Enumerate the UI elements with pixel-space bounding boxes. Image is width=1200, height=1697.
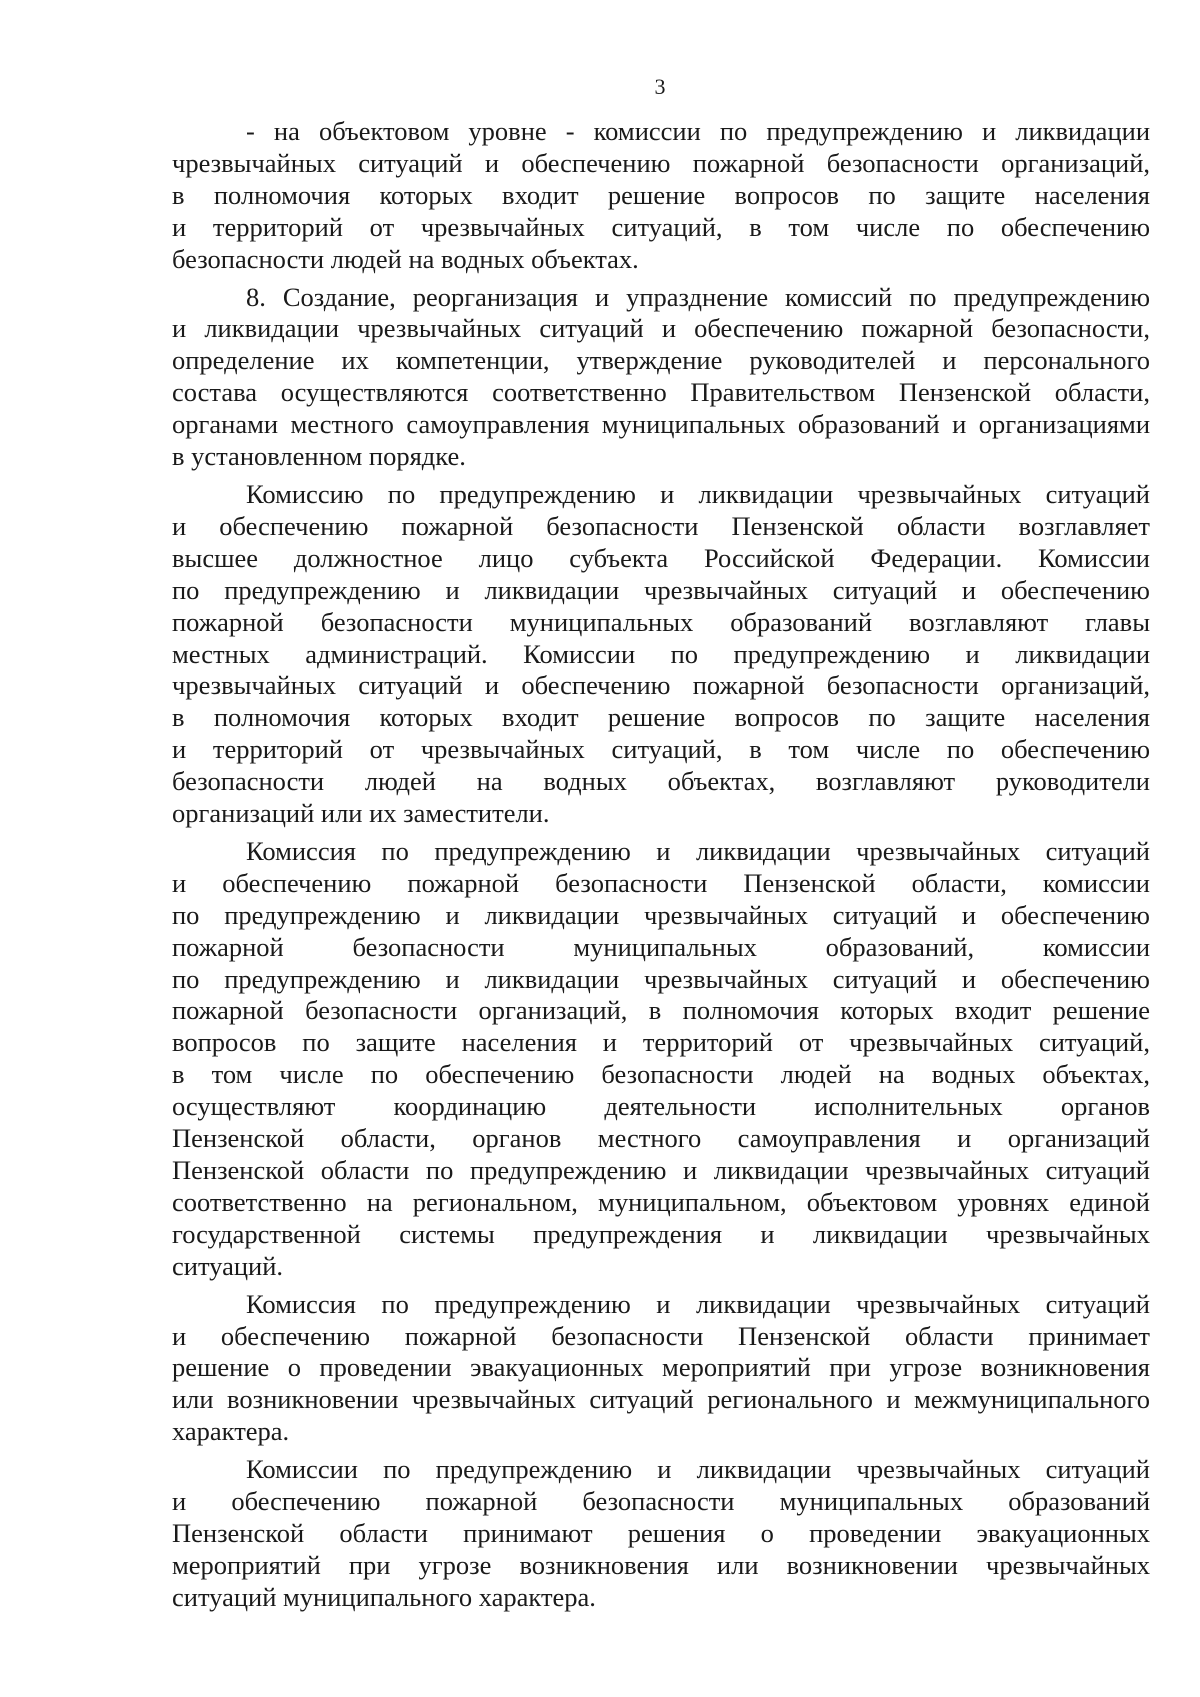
paragraph-line: Комиссии по предупреждению и ликвидации чрезвычайных ситуаций [246, 1454, 1150, 1485]
paragraph-line: и обеспечению пожарной безопасности муниципальных образований [172, 1486, 1150, 1517]
paragraph [172, 479, 1150, 830]
paragraph [172, 282, 1150, 473]
paragraph-line: местных администраций. Комиссии по предупреждению и ликвидации [172, 638, 1150, 669]
paragraph-line: ситуаций. [172, 1250, 284, 1281]
paragraph-line: организаций или их заместители. [172, 798, 550, 829]
paragraph-line: ситуаций муниципального характера. [172, 1581, 596, 1612]
paragraph-line: пожарной безопасности муниципальных образований, комиссии [172, 931, 1150, 962]
paragraph-line: вопросов по защите населения и территорий от чрезвычайных ситуаций, [172, 1027, 1150, 1058]
paragraph-line: в полномочия которых входит решение вопросов по защите населения [172, 702, 1150, 733]
paragraph-line: пожарной безопасности муниципальных образований возглавляют главы [172, 606, 1150, 637]
paragraph-line: безопасности людей на водных объектах, возглавляют руководители [172, 766, 1150, 797]
paragraph-line: Пензенской области по предупреждению и ликвидации чрезвычайных ситуаций [172, 1155, 1150, 1185]
document-body [172, 116, 1150, 1620]
paragraph-line: состава осуществляются соответственно Правительством Пензенской области, [172, 377, 1150, 408]
paragraph-line: и ликвидации чрезвычайных ситуаций и обеспечению пожарной безопасности, [172, 313, 1150, 344]
paragraph [172, 1289, 1150, 1449]
paragraph-line: Комиссию по предупреждению и ликвидации чрезвычайных ситуаций [246, 478, 1150, 509]
paragraph-line: по предупреждению и ликвидации чрезвычайных ситуаций и обеспечению [172, 574, 1150, 605]
paragraph [172, 116, 1150, 276]
paragraph-line: и обеспечению пожарной безопасности Пензенской области принимает [172, 1320, 1150, 1351]
paragraph-line: 8. Создание, реорганизация и упразднение комиссий по предупреждению [246, 281, 1150, 312]
paragraph-line: определение их компетенции, утверждение руководителей и персонального [172, 345, 1150, 376]
paragraph-line: Комиссия по предупреждению и ликвидации чрезвычайных ситуаций [246, 835, 1150, 866]
paragraph-line: чрезвычайных ситуаций и обеспечению пожарной безопасности организаций, [172, 670, 1150, 701]
paragraph-line: - на объектовом уровне - комиссии по предупреждению и ликвидации [246, 116, 1150, 146]
paragraph-line: мероприятий при угрозе возникновения или возникновении чрезвычайных [172, 1549, 1150, 1580]
paragraph-line: государственной системы предупреждения и ликвидации чрезвычайных [172, 1218, 1150, 1249]
paragraph-line: решение о проведении эвакуационных мероприятий при угрозе возникновения [172, 1352, 1150, 1383]
paragraph-line: осуществляют координацию деятельности исполнительных органов [172, 1091, 1150, 1122]
paragraph-line: органами местного самоуправления муниципальных образований и организациями [172, 409, 1150, 440]
paragraph-line: и территорий от чрезвычайных ситуаций, в том числе по обеспечению [172, 734, 1150, 765]
paragraph-line: высшее должностное лицо субъекта Российской Федерации. Комиссии [172, 542, 1150, 573]
paragraph-line: безопасности людей на водных объектах. [172, 243, 639, 274]
paragraph-line: по предупреждению и ликвидации чрезвычайных ситуаций и обеспечению [172, 963, 1150, 994]
paragraph-line: Пензенской области, органов местного самоуправления и организаций [172, 1123, 1150, 1154]
page-number: 3 [654, 74, 666, 99]
paragraph-line: Комиссия по предупреждению и ликвидации чрезвычайных ситуаций [246, 1288, 1150, 1319]
paragraph-line: Пензенской области принимают решения о проведении эвакуационных [172, 1517, 1150, 1548]
paragraph [172, 1454, 1150, 1614]
paragraph-line: и обеспечению пожарной безопасности Пензенской области, комиссии [172, 867, 1150, 898]
paragraph-line: в полномочия которых входит решение вопросов по защите населения [172, 179, 1150, 210]
paragraph-line: по предупреждению и ликвидации чрезвычайных ситуаций и обеспечению [172, 899, 1150, 930]
paragraph-line: в том числе по обеспечению безопасности людей на водных объектах, [172, 1059, 1150, 1090]
paragraph-line: или возникновении чрезвычайных ситуаций регионального и межмуниципального [172, 1384, 1150, 1415]
paragraph-line: и территорий от чрезвычайных ситуаций, в том числе по обеспечению [172, 211, 1150, 242]
paragraph-line: соответственно на региональном, муниципальном, объектовом уровнях единой [172, 1186, 1150, 1217]
paragraph-line: чрезвычайных ситуаций и обеспечению пожарной безопасности организаций, [172, 147, 1150, 178]
paragraph-line: характера. [172, 1416, 290, 1447]
paragraph [172, 836, 1150, 1283]
paragraph-line: пожарной безопасности организаций, в полномочия которых входит решение [172, 995, 1150, 1026]
paragraph-line: и обеспечению пожарной безопасности Пензенской области возглавляет [172, 510, 1150, 541]
paragraph-line: в установленном порядке. [172, 441, 466, 472]
